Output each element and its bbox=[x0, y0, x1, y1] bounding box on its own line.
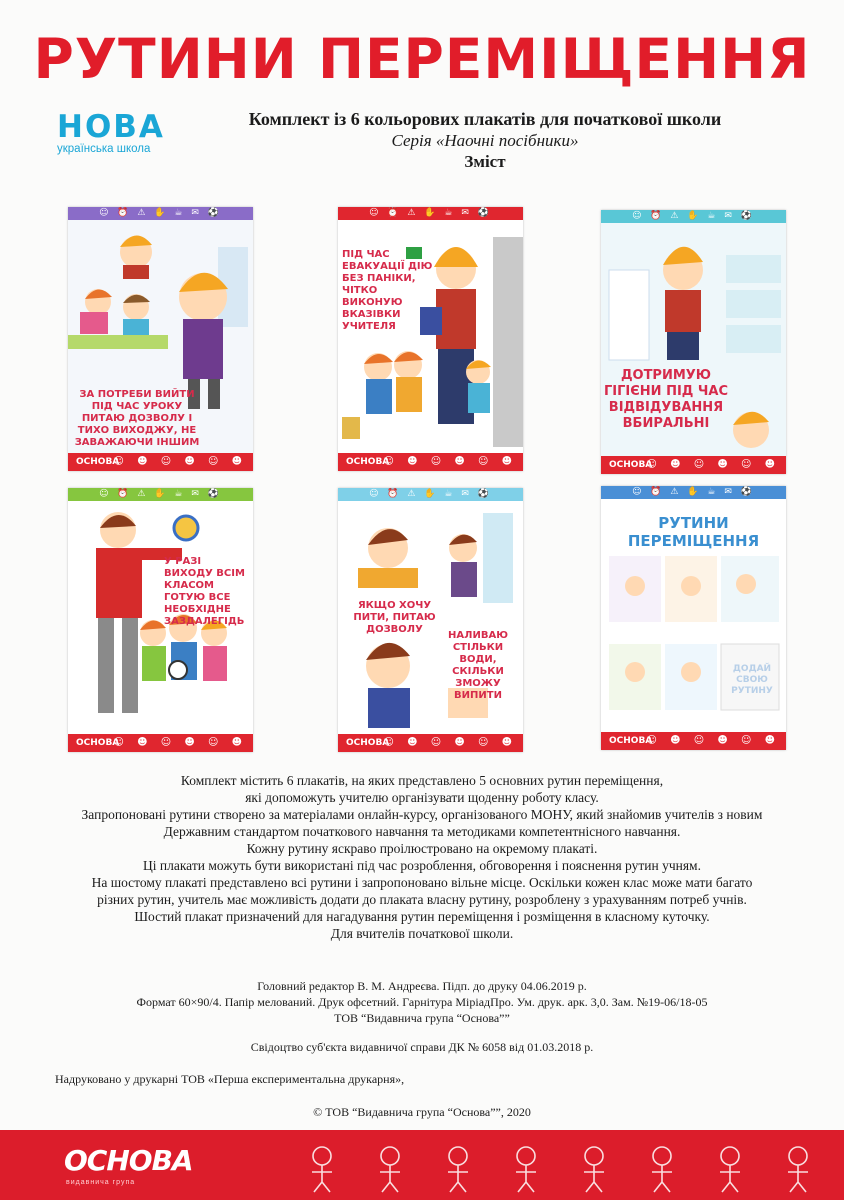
nova-logo-subtext: українська школа bbox=[57, 143, 151, 155]
poster-1 bbox=[68, 207, 253, 471]
poster-5 bbox=[338, 488, 523, 752]
description-line: Ці плакати можуть бути використані під час розроблення, обговорення і пояснення рутин учням. bbox=[143, 858, 701, 873]
poster-6 bbox=[601, 486, 786, 750]
poster-4 bbox=[68, 488, 253, 752]
poster-kids-icons: ☺ ☻ ☺ ☻ ☺ ☻ bbox=[383, 456, 517, 467]
poster-caption: ЯКЩО ХОЧУ ПИТИ, ПИТАЮ ДОЗВОЛУ bbox=[353, 600, 436, 635]
poster-caption-2: НАЛИВАЮ СТІЛЬКИ ВОДИ, СКІЛЬКИ ЗМОЖУ ВИПИТИ bbox=[448, 630, 508, 701]
poster-icons: ☺ ⏰ ⚠ ✋ ☕ ✉ ⚽ bbox=[632, 211, 755, 221]
poster-kids-icons: ☺ ☻ ☺ ☻ ☺ ☻ bbox=[383, 737, 517, 748]
poster-caption-2: ДОДАЙ СВОЮ РУТИНУ bbox=[731, 664, 773, 696]
osnova-tagline: видавнича група bbox=[66, 1179, 136, 1186]
series-name: Серія «Наочні посібники» bbox=[391, 131, 579, 150]
poster-caption: У РАЗІ ВИХОДУ ВСІМ КЛАСОМ ГОТУЮ ВСЕ НЕОБХІДНЕ ЗАЗДАЛЕГІДЬ bbox=[164, 556, 245, 627]
poster-brand: ОСНОВА bbox=[76, 738, 120, 748]
poster-caption: ДОТРИМУЮ ГІГІЄНИ ПІД ЧАС ВІДВІДУВАННЯ ВБИРАЛЬНІ bbox=[604, 368, 728, 431]
kids-doodles-icon bbox=[300, 1138, 830, 1194]
osnova-logo: ОСНОВА bbox=[64, 1144, 193, 1177]
poster-icons: ☺ ⏰ ⚠ ✋ ☕ ✉ ⚽ bbox=[369, 489, 492, 499]
poster-icons: ☺ ⏰ ⚠ ✋ ☕ ✉ ⚽ bbox=[99, 208, 222, 218]
poster-brand: ОСНОВА bbox=[346, 738, 390, 748]
poster-kids-icons: ☺ ☻ ☺ ☻ ☺ ☻ bbox=[113, 456, 247, 467]
imprint-editor: Головний редактор В. М. Андреєва. Підп. до друку 04.06.2019 р. bbox=[257, 979, 587, 993]
poster-illustration bbox=[338, 207, 523, 471]
description-line: Шостий плакат призначений для нагадування рутин переміщення і розміщення в класному куточку. bbox=[134, 909, 710, 924]
description-line: Для вчителів початкової школи. bbox=[330, 926, 514, 941]
poster-kids-icons: ☺ ☻ ☺ ☻ ☺ ☻ bbox=[646, 459, 780, 470]
description-line: Кожну рутину яскраво проілюстровано на окремому плакаті. bbox=[246, 841, 598, 856]
description-line: На шостому плакаті представлено всі рутини і запропоновано вільне місце. Оскільки кожен клас може мати багато bbox=[91, 875, 753, 890]
poster-brand: ОСНОВА bbox=[76, 457, 120, 467]
poster-caption: ЗА ПОТРЕБИ ВИЙТИ ПІД ЧАС УРОКУ ПИТАЮ ДОЗВОЛУ І ТИХО ВИХОДЖУ, НЕ ЗАВАЖАЮЧИ ІНШИМ bbox=[74, 389, 200, 448]
description-line: Державним стандартом початкового навчання та методиками компетентнісного навчання. bbox=[163, 824, 681, 839]
poster-2 bbox=[338, 207, 523, 471]
set-description: Комплект із 6 кольорових плакатів для початкової школи bbox=[248, 109, 722, 129]
contents-heading: Зміст bbox=[464, 152, 506, 171]
imprint-block bbox=[0, 978, 844, 1026]
poster-caption: РУТИНИ ПЕРЕМІЩЕННЯ bbox=[627, 514, 760, 550]
nova-logo-text: НОВА bbox=[57, 109, 165, 145]
poster-caption: ПІД ЧАС ЕВАКУАЦІЇ ДІЮ БЕЗ ПАНІКИ, ЧІТКО ВИКОНУЮ ВКАЗІВКИ УЧИТЕЛЯ bbox=[342, 249, 433, 332]
poster-icons: ☺ ⏰ ⚠ ✋ ☕ ✉ ⚽ bbox=[632, 487, 755, 497]
description-line: Запропоновані рутини створено за матеріалами онлайн-курсу, організованого МОНУ, який знайомив учителів з новим bbox=[81, 807, 763, 822]
publisher-certificate: Свідоцтво суб'єкта видавничої справи ДК № 6058 від 01.03.2018 р. bbox=[250, 1040, 594, 1054]
poster-icons: ☺ ⏰ ⚠ ✋ ☕ ✉ ⚽ bbox=[99, 489, 222, 499]
poster-brand: ОСНОВА bbox=[609, 736, 653, 746]
description-line: різних рутин, учитель має можливість додати до плаката власну рутину, розроблену з урахуванням потреб учнів. bbox=[97, 892, 747, 907]
header-block bbox=[150, 108, 820, 173]
printing-house: Надруковано у друкарні ТОВ «Перша експериментальна друкарня», bbox=[55, 1072, 405, 1086]
footer-bar bbox=[0, 1130, 844, 1200]
page-title: РУТИНИ ПЕРЕМІЩЕННЯ bbox=[33, 27, 811, 91]
description-text bbox=[0, 772, 844, 942]
imprint-format: Формат 60×90/4. Папір мелований. Друк офсетний. Гарнітура МіріадПро. Ум. друк. арк. 3,0. Зам. №19-06/18-05 bbox=[136, 995, 708, 1009]
description-line: які допоможуть учителю організувати щоденну роботу класу. bbox=[245, 790, 599, 805]
poster-brand: ОСНОВА bbox=[346, 457, 390, 467]
copyright: © ТОВ “Видавнича група “Основа””, 2020 bbox=[313, 1105, 531, 1119]
poster-3 bbox=[601, 210, 786, 474]
imprint-publisher: ТОВ “Видавнича група “Основа”” bbox=[334, 1011, 510, 1025]
description-line: Комплект містить 6 плакатів, на яких представлено 5 основних рутин переміщення, bbox=[180, 773, 664, 788]
poster-kids-icons: ☺ ☻ ☺ ☻ ☺ ☻ bbox=[113, 737, 247, 748]
poster-icons: ☺ ⏰ ⚠ ✋ ☕ ✉ ⚽ bbox=[369, 208, 492, 218]
poster-kids-icons: ☺ ☻ ☺ ☻ ☺ ☻ bbox=[646, 735, 780, 746]
poster-illustration bbox=[601, 210, 786, 474]
poster-brand: ОСНОВА bbox=[609, 460, 653, 470]
